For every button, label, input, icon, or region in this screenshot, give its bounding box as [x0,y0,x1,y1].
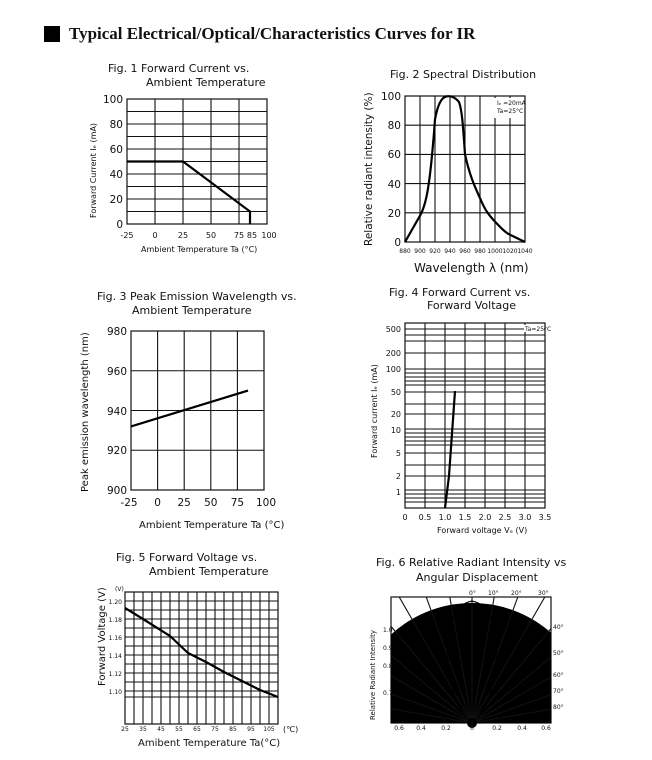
svg-text:95: 95 [247,726,255,733]
svg-text:1020: 1020 [502,248,518,255]
svg-text:45: 45 [157,726,165,733]
svg-text:1000: 1000 [487,248,503,255]
svg-text:20: 20 [387,208,401,220]
svg-text:960: 960 [459,248,471,255]
svg-text:0.5: 0.5 [418,513,432,522]
svg-text:0.2: 0.2 [441,725,451,732]
svg-text:920: 920 [429,248,441,255]
fig5-title-line2: Ambient Temperature [149,565,269,578]
fig5-curve [125,608,278,697]
svg-text:0.6: 0.6 [541,725,551,732]
fig3-ylabel: Peak emission wavelength (nm) [80,332,91,492]
svg-text:70°: 70° [553,688,564,695]
svg-text:55: 55 [175,726,183,733]
svg-text:10°: 10° [488,590,499,597]
svg-text:35: 35 [139,726,147,733]
fig4-chart [370,286,551,535]
fig2-title: Fig. 2 Spectral Distribution [390,68,537,81]
svg-text:0.9: 0.9 [383,645,393,652]
svg-text:0.8: 0.8 [383,663,393,670]
svg-text:100: 100 [380,91,401,103]
svg-text:1.10: 1.10 [108,689,122,696]
fig6-chart [352,556,592,760]
svg-text:1040: 1040 [517,248,533,255]
svg-text:25: 25 [121,726,129,733]
svg-text:900: 900 [414,248,426,255]
svg-text:1.5: 1.5 [458,513,472,522]
fig5-ylabel: Forward Voltage (V) [97,587,108,686]
svg-text:200: 200 [385,349,401,358]
fig2-note-current: Iₑ =20mA [497,100,526,107]
svg-text:0: 0 [152,231,158,240]
svg-text:2.0: 2.0 [478,513,492,522]
svg-text:75: 75 [230,497,245,509]
svg-text:20: 20 [109,194,123,206]
svg-text:0.7: 0.7 [383,690,393,697]
svg-text:85: 85 [246,231,258,240]
svg-text:60: 60 [387,149,401,161]
fig6-title-line1: Fig. 6 Relative Radiant Intensity vs [376,556,567,569]
svg-text:1: 1 [395,488,401,497]
svg-text:1.0: 1.0 [438,513,452,522]
svg-text:1.20: 1.20 [108,599,122,606]
fig1-ylabel: Forward Current Iₑ (mA) [89,122,98,218]
svg-text:-25: -25 [120,497,138,509]
svg-text:0.4: 0.4 [517,725,527,732]
svg-text:1.18: 1.18 [108,617,122,624]
svg-text:80: 80 [387,120,401,132]
svg-text:0: 0 [154,497,161,509]
svg-text:5: 5 [395,449,401,458]
svg-text:50: 50 [390,388,401,397]
svg-text:980: 980 [474,248,486,255]
svg-text:1.12: 1.12 [108,671,122,678]
svg-text:25: 25 [177,231,189,240]
fig3-title-line1: Fig. 3 Peak Emission Wavelength vs. [97,290,297,303]
fig1-title-line2: Ambient Temperature [146,76,266,89]
fig4-title-line1: Fig. 4 Forward Current vs. [389,286,531,299]
svg-text:65: 65 [193,726,201,733]
fig3-xlabel: Ambient Temperature Ta (°C) [139,520,285,531]
svg-text:20: 20 [390,410,401,419]
svg-text:1.16: 1.16 [108,635,122,642]
svg-text:960: 960 [106,366,127,378]
svg-text:85: 85 [229,726,237,733]
svg-text:1.14: 1.14 [108,653,122,660]
fig2-xlabel: Wavelength λ (nm) [414,261,529,275]
fig6-ylabel: Relative Radiant Intensity [369,629,377,720]
svg-text:40: 40 [109,169,123,181]
fig1-title-line1: Fig. 1 Forward Current vs. [108,62,250,75]
fig2-note-temp: Ta=25°C [497,108,524,115]
svg-text:920: 920 [106,445,127,457]
fig1-curve [127,162,250,225]
svg-text:0.6: 0.6 [394,725,404,732]
svg-text:2: 2 [395,472,401,481]
svg-text:75: 75 [211,726,219,733]
fig5-chart [97,551,298,749]
svg-text:100: 100 [385,365,401,374]
svg-text:20°: 20° [511,590,522,597]
svg-text:50: 50 [204,497,218,509]
svg-text:100: 100 [255,497,277,509]
fig3-chart [80,290,297,531]
svg-text:3.0: 3.0 [518,513,532,522]
svg-text:0°: 0° [469,590,476,597]
page-title: Typical Electrical/Optical/Characteristics Curves for IR [69,24,476,43]
svg-text:60: 60 [109,144,123,156]
svg-text:3.5: 3.5 [538,513,552,522]
fig4-note: Ta=25°C [525,326,552,333]
fig1-xlabel: Ambient Temperature Ta (°C) [141,245,258,254]
fig2-ylabel: Relative radiant intensity (%) [363,92,375,246]
fig5-title-line1: Fig. 5 Forward Voltage vs. [116,551,258,564]
svg-text:50: 50 [205,231,217,240]
fig3-title-line2: Ambient Temperature [132,304,252,317]
fig5-xunit: (℃) [283,725,299,734]
fig4-title-line2: Forward Voltage [427,299,516,312]
svg-text:0: 0 [402,513,408,522]
svg-text:-25: -25 [120,231,134,240]
svg-text:105: 105 [263,726,275,733]
svg-text:980: 980 [106,326,127,338]
svg-text:75: 75 [233,231,245,240]
svg-text:100: 100 [261,231,277,240]
fig2-chart [363,68,536,275]
svg-text:500: 500 [385,325,401,334]
svg-text:940: 940 [444,248,456,255]
svg-text:940: 940 [106,406,127,418]
fig6-title-line2: Angular Displacement [416,571,538,584]
svg-text:80°: 80° [553,704,564,711]
svg-text:40°: 40° [553,624,564,631]
svg-text:80: 80 [109,119,123,131]
svg-text:900: 900 [106,485,127,497]
fig4-ylabel: Forward current Iₑ (mA) [370,364,379,458]
fig5-yunit: (V) [115,586,124,593]
svg-text:30°: 30° [538,590,549,597]
svg-text:2.5: 2.5 [498,513,512,522]
fig5-xlabel: Amibent Temperature Ta(°C) [138,738,281,749]
svg-text:0.2: 0.2 [492,725,502,732]
fig1-chart [89,62,277,254]
svg-text:0.4: 0.4 [416,725,426,732]
fig4-xlabel: Forward voltage Vₑ (V) [437,526,528,535]
svg-text:40: 40 [387,179,401,191]
svg-text:50°: 50° [553,650,564,657]
svg-text:100: 100 [102,94,123,106]
svg-text:60°: 60° [553,672,564,679]
svg-text:0: 0 [116,219,123,231]
svg-text:10: 10 [390,426,401,435]
svg-text:0: 0 [394,237,401,249]
svg-text:880: 880 [399,248,411,255]
svg-text:25: 25 [177,497,191,509]
svg-text:0: 0 [470,725,474,732]
fig3-curve [131,391,248,427]
svg-text:1.0: 1.0 [383,627,393,634]
